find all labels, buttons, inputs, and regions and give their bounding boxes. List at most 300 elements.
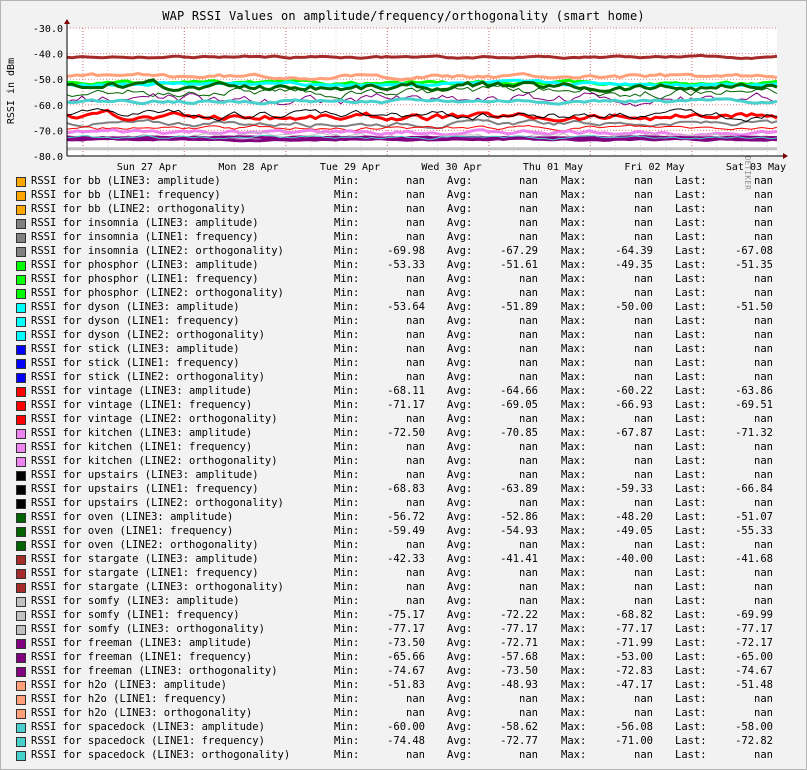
legend-stat-value: nan: [519, 175, 538, 187]
legend-stat-key: Max:: [561, 735, 587, 747]
legend-stat-value: -51.61: [500, 259, 538, 271]
legend-stat-value: nan: [634, 231, 653, 243]
legend-swatch: [16, 667, 26, 677]
legend-stat-key: Min:: [334, 371, 360, 383]
legend-stat-value: nan: [519, 539, 538, 551]
legend-stat-key: Last:: [675, 553, 707, 565]
legend-stat-value: -68.82: [615, 609, 653, 621]
legend-stat-key: Min:: [334, 399, 360, 411]
y-tick-label: -60.0: [32, 100, 63, 112]
legend-stat-key: Avg:: [447, 343, 473, 355]
legend-stat-key: Max:: [561, 679, 587, 691]
legend-stat-key: Avg:: [447, 315, 473, 327]
legend-stat-value: nan: [406, 329, 425, 341]
legend-stat-key: Last:: [675, 455, 707, 467]
legend-stat-value: -51.07: [735, 511, 773, 523]
legend-stat-value: nan: [634, 217, 653, 229]
legend-stat-value: nan: [634, 189, 653, 201]
legend-stat-value: -74.48: [387, 735, 425, 747]
legend-stat-value: -51.35: [735, 259, 773, 271]
legend-label: RSSI for stargate (LINE3: orthogonality): [31, 581, 284, 593]
legend-stat-key: Avg:: [447, 259, 473, 271]
legend-stat-key: Last:: [675, 623, 707, 635]
legend-stat-value: -50.00: [615, 301, 653, 313]
legend-stat-key: Avg:: [447, 553, 473, 565]
legend-label: RSSI for insomnia (LINE2: orthogonality): [31, 245, 284, 257]
legend-row: [0, 342, 807, 356]
legend-stat-value: nan: [634, 273, 653, 285]
chart-title: WAP RSSI Values on amplitude/frequency/orthogonality (smart home): [162, 9, 645, 23]
legend-label: RSSI for upstairs (LINE3: amplitude): [31, 469, 259, 481]
legend-stat-value: nan: [754, 749, 773, 761]
legend-stat-key: Last:: [675, 385, 707, 397]
legend-stat-key: Max:: [561, 217, 587, 229]
legend-stat-value: nan: [519, 441, 538, 453]
legend-stat-key: Avg:: [447, 287, 473, 299]
legend-stat-value: nan: [634, 469, 653, 481]
legend-stat-key: Max:: [561, 175, 587, 187]
legend-stat-key: Last:: [675, 651, 707, 663]
legend-swatch: [16, 373, 26, 383]
legend-stat-key: Avg:: [447, 679, 473, 691]
legend-row: [0, 272, 807, 286]
legend-swatch: [16, 681, 26, 691]
legend-swatch: [16, 233, 26, 243]
legend-stat-value: nan: [754, 273, 773, 285]
legend-stat-key: Last:: [675, 595, 707, 607]
legend-stat-key: Min:: [334, 735, 360, 747]
legend-stat-key: Last:: [675, 399, 707, 411]
legend-stat-key: Last:: [675, 315, 707, 327]
legend-stat-value: nan: [634, 567, 653, 579]
legend-row: [0, 216, 807, 230]
legend-stat-value: -77.17: [735, 623, 773, 635]
legend-stat-key: Max:: [561, 553, 587, 565]
x-tick-label: Thu 01 May: [522, 162, 584, 173]
legend-stat-value: -48.93: [500, 679, 538, 691]
y-tick-label: -30.0: [32, 24, 63, 35]
legend-stat-key: Max:: [561, 441, 587, 453]
legend-stat-value: -67.08: [735, 245, 773, 257]
legend-stat-key: Min:: [334, 539, 360, 551]
legend-stat-key: Max:: [561, 581, 587, 593]
legend-row: [0, 524, 807, 538]
legend-stat-key: Last:: [675, 287, 707, 299]
legend-stat-key: Avg:: [447, 497, 473, 509]
legend-row: [0, 496, 807, 510]
legend-stat-value: -52.86: [500, 511, 538, 523]
legend-row: [0, 622, 807, 636]
legend-stat-value: nan: [754, 371, 773, 383]
legend-stat-value: -65.00: [735, 651, 773, 663]
legend-label: RSSI for bb (LINE2: orthogonality): [31, 203, 246, 215]
legend-stat-value: -47.17: [615, 679, 653, 691]
legend-stat-value: nan: [754, 707, 773, 719]
legend-stat-value: -71.17: [387, 399, 425, 411]
legend-stat-key: Last:: [675, 735, 707, 747]
legend-stat-key: Last:: [675, 231, 707, 243]
legend-stat-key: Avg:: [447, 273, 473, 285]
legend-stat-key: Avg:: [447, 217, 473, 229]
legend-stat-value: -77.17: [387, 623, 425, 635]
legend-stat-key: Last:: [675, 497, 707, 509]
legend-stat-key: Min:: [334, 385, 360, 397]
legend-swatch: [16, 429, 26, 439]
legend-stat-key: Max:: [561, 525, 587, 537]
legend-stat-value: nan: [754, 595, 773, 607]
legend-stat-value: nan: [406, 469, 425, 481]
legend-stat-value: -72.83: [615, 665, 653, 677]
legend-stat-value: -77.17: [615, 623, 653, 635]
legend-stat-key: Min:: [334, 315, 360, 327]
legend-label: RSSI for bb (LINE3: amplitude): [31, 175, 221, 187]
legend-label: RSSI for oven (LINE3: amplitude): [31, 511, 234, 523]
legend-label: RSSI for h2o (LINE3: orthogonality): [31, 707, 253, 719]
legend-stat-key: Last:: [675, 539, 707, 551]
legend-row: [0, 664, 807, 678]
legend-row: [0, 468, 807, 482]
legend-stat-value: -71.99: [615, 637, 653, 649]
legend-row: [0, 678, 807, 692]
legend-stat-value: -59.49: [387, 525, 425, 537]
legend-stat-key: Last:: [675, 707, 707, 719]
legend-stat-value: nan: [406, 231, 425, 243]
legend-swatch: [16, 485, 26, 495]
legend-stat-value: -69.05: [500, 399, 538, 411]
legend-stat-value: -67.29: [500, 245, 538, 257]
legend-swatch: [16, 611, 26, 621]
legend-stat-key: Last:: [675, 301, 707, 313]
legend-row: [0, 566, 807, 580]
legend-row: [0, 174, 807, 188]
legend-stat-key: Min:: [334, 567, 360, 579]
legend-stat-key: Avg:: [447, 651, 473, 663]
legend-stat-value: nan: [754, 189, 773, 201]
legend-stat-value: -51.48: [735, 679, 773, 691]
legend-stat-value: nan: [519, 567, 538, 579]
legend-stat-value: nan: [406, 203, 425, 215]
legend-stat-key: Max:: [561, 539, 587, 551]
legend-stat-key: Avg:: [447, 693, 473, 705]
legend-label: RSSI for vintage (LINE3: amplitude): [31, 385, 253, 397]
legend-stat-key: Max:: [561, 273, 587, 285]
legend-stat-value: nan: [519, 749, 538, 761]
legend-label: RSSI for upstairs (LINE2: orthogonality): [31, 497, 284, 509]
legend-stat-key: Avg:: [447, 329, 473, 341]
legend-label: RSSI for dyson (LINE2: orthogonality): [31, 329, 265, 341]
legend-stat-key: Max:: [561, 721, 587, 733]
legend-stat-value: nan: [634, 413, 653, 425]
legend-stat-key: Min:: [334, 721, 360, 733]
legend-swatch: [16, 387, 26, 397]
legend-stat-value: nan: [406, 175, 425, 187]
legend-stat-value: nan: [519, 581, 538, 593]
legend-label: RSSI for somfy (LINE3: orthogonality): [31, 623, 265, 635]
legend-stat-key: Avg:: [447, 567, 473, 579]
legend-stat-value: nan: [406, 357, 425, 369]
legend-stat-key: Max:: [561, 567, 587, 579]
legend-stat-value: -58.62: [500, 721, 538, 733]
legend-row: [0, 580, 807, 594]
legend-row: [0, 720, 807, 734]
legend-stat-value: -40.00: [615, 553, 653, 565]
legend-label: RSSI for insomnia (LINE1: frequency): [31, 231, 259, 243]
legend-stat-key: Min:: [334, 693, 360, 705]
legend-stat-key: Last:: [675, 665, 707, 677]
legend-stat-key: Max:: [561, 469, 587, 481]
legend-stat-key: Min:: [334, 231, 360, 243]
x-tick-label: Tue 29 Apr: [319, 162, 381, 173]
legend-stat-value: nan: [406, 455, 425, 467]
legend-label: RSSI for oven (LINE2: orthogonality): [31, 539, 259, 551]
legend-row: [0, 426, 807, 440]
legend-stat-key: Last:: [675, 693, 707, 705]
y-tick-label: -40.0: [32, 49, 63, 61]
legend-stat-value: nan: [754, 217, 773, 229]
legend-stat-key: Min:: [334, 511, 360, 523]
legend-stat-value: nan: [519, 343, 538, 355]
legend-stat-key: Last:: [675, 721, 707, 733]
legend-label: RSSI for phosphor (LINE1: frequency): [31, 273, 259, 285]
legend-swatch: [16, 569, 26, 579]
legend-stat-key: Max:: [561, 455, 587, 467]
legend-stat-value: -71.00: [615, 735, 653, 747]
legend-stat-value: -71.32: [735, 427, 773, 439]
legend-label: RSSI for freeman (LINE3: orthogonality): [31, 665, 278, 677]
legend-label: RSSI for oven (LINE1: frequency): [31, 525, 234, 537]
legend-stat-value: nan: [754, 455, 773, 467]
legend-stat-key: Last:: [675, 329, 707, 341]
legend-stat-value: nan: [754, 567, 773, 579]
legend-stat-value: nan: [406, 749, 425, 761]
legend-stat-key: Avg:: [447, 735, 473, 747]
legend-stat-value: -48.20: [615, 511, 653, 523]
legend-stat-value: nan: [519, 329, 538, 341]
legend-stat-key: Last:: [675, 525, 707, 537]
legend-stat-value: nan: [519, 315, 538, 327]
legend-stat-key: Last:: [675, 413, 707, 425]
legend-stat-key: Avg:: [447, 455, 473, 467]
legend-stat-key: Avg:: [447, 245, 473, 257]
legend-stat-value: nan: [406, 413, 425, 425]
legend-label: RSSI for spacedock (LINE1: frequency): [31, 735, 265, 747]
legend-stat-value: -60.22: [615, 385, 653, 397]
legend-swatch: [16, 177, 26, 187]
legend-stat-key: Last:: [675, 343, 707, 355]
legend-stat-value: -42.33: [387, 553, 425, 565]
legend-stat-value: nan: [406, 189, 425, 201]
legend-stat-value: nan: [634, 357, 653, 369]
legend-stat-value: -72.77: [500, 735, 538, 747]
legend-stat-value: nan: [519, 287, 538, 299]
legend-stat-value: nan: [406, 693, 425, 705]
legend-stat-key: Min:: [334, 525, 360, 537]
legend-stat-key: Max:: [561, 427, 587, 439]
legend-stat-key: Min:: [334, 329, 360, 341]
legend-swatch: [16, 247, 26, 257]
legend-stat-key: Min:: [334, 203, 360, 215]
legend-swatch: [16, 191, 26, 201]
legend-stat-key: Min:: [334, 175, 360, 187]
legend-row: [0, 412, 807, 426]
legend-stat-key: Max:: [561, 301, 587, 313]
legend-stat-value: nan: [406, 539, 425, 551]
legend-stat-value: nan: [634, 287, 653, 299]
legend-stat-key: Min:: [334, 427, 360, 439]
legend-stat-key: Max:: [561, 231, 587, 243]
legend-stat-key: Max:: [561, 343, 587, 355]
legend-stat-value: -54.93: [500, 525, 538, 537]
legend-stat-value: nan: [406, 567, 425, 579]
legend-stat-key: Last:: [675, 637, 707, 649]
legend-stat-value: -58.00: [735, 721, 773, 733]
legend-stat-value: -72.82: [735, 735, 773, 747]
legend-stat-value: -49.35: [615, 259, 653, 271]
legend-stat-value: nan: [406, 217, 425, 229]
legend-stat-value: -56.72: [387, 511, 425, 523]
legend-stat-value: -75.17: [387, 609, 425, 621]
legend-stat-key: Last:: [675, 371, 707, 383]
legend-stat-key: Min:: [334, 441, 360, 453]
legend-stat-value: -41.68: [735, 553, 773, 565]
legend-row: [0, 594, 807, 608]
x-tick-label: Fri 02 May: [624, 162, 685, 173]
y-axis-arrow: [64, 19, 70, 24]
legend-stat-key: Avg:: [447, 707, 473, 719]
chart-plot: [0, 0, 807, 174]
x-tick-label: Sat 03 May: [725, 162, 787, 173]
legend-stat-value: nan: [754, 357, 773, 369]
legend-stat-key: Max:: [561, 329, 587, 341]
legend-swatch: [16, 275, 26, 285]
legend-stat-value: nan: [406, 441, 425, 453]
legend-stat-value: nan: [519, 413, 538, 425]
legend-stat-value: -69.99: [735, 609, 773, 621]
legend-stat-value: nan: [634, 581, 653, 593]
legend-stat-key: Min:: [334, 651, 360, 663]
legend-stat-value: -51.50: [735, 301, 773, 313]
legend-stat-value: nan: [754, 413, 773, 425]
legend-stat-key: Max:: [561, 511, 587, 523]
legend-stat-value: nan: [519, 231, 538, 243]
legend-row: [0, 552, 807, 566]
legend-swatch: [16, 415, 26, 425]
legend-row: [0, 636, 807, 650]
legend-stat-key: Last:: [675, 245, 707, 257]
legend-stat-key: Min:: [334, 469, 360, 481]
legend-stat-value: nan: [754, 329, 773, 341]
legend-stat-value: nan: [634, 329, 653, 341]
legend-stat-value: -74.67: [387, 665, 425, 677]
legend-stat-key: Last:: [675, 357, 707, 369]
legend-stat-key: Last:: [675, 203, 707, 215]
legend-swatch: [16, 737, 26, 747]
legend-stat-value: -53.00: [615, 651, 653, 663]
legend-row: [0, 356, 807, 370]
legend-stat-key: Avg:: [447, 189, 473, 201]
legend-stat-key: Avg:: [447, 231, 473, 243]
legend-row: [0, 608, 807, 622]
legend-stat-value: nan: [754, 441, 773, 453]
legend-label: RSSI for stick (LINE3: amplitude): [31, 343, 240, 355]
legend-stat-key: Min:: [334, 637, 360, 649]
legend-stat-value: -66.84: [735, 483, 773, 495]
legend-stat-value: nan: [406, 581, 425, 593]
legend-stat-value: -55.33: [735, 525, 773, 537]
legend-stat-value: -69.98: [387, 245, 425, 257]
legend-stat-value: nan: [754, 343, 773, 355]
legend-label: RSSI for stargate (LINE1: frequency): [31, 567, 259, 579]
legend-label: RSSI for stick (LINE1: frequency): [31, 357, 240, 369]
legend-stat-key: Max:: [561, 357, 587, 369]
legend-stat-key: Last:: [675, 679, 707, 691]
legend-stat-value: nan: [634, 441, 653, 453]
legend-row: [0, 370, 807, 384]
legend-row: [0, 188, 807, 202]
legend-stat-key: Last:: [675, 567, 707, 579]
legend-swatch: [16, 219, 26, 229]
legend-stat-value: nan: [634, 203, 653, 215]
legend-stat-value: nan: [519, 707, 538, 719]
legend-stat-value: -68.83: [387, 483, 425, 495]
legend-row: [0, 538, 807, 552]
legend-stat-value: nan: [754, 175, 773, 187]
legend-stat-value: -49.05: [615, 525, 653, 537]
y-tick-label: -50.0: [32, 75, 63, 87]
legend-stat-value: nan: [406, 707, 425, 719]
legend-swatch: [16, 205, 26, 215]
legend-row: [0, 650, 807, 664]
legend-row: [0, 230, 807, 244]
legend-stat-value: nan: [406, 315, 425, 327]
legend-stat-key: Avg:: [447, 511, 473, 523]
legend-stat-value: nan: [754, 497, 773, 509]
legend-label: RSSI for stick (LINE2: orthogonality): [31, 371, 265, 383]
legend-stat-value: -64.39: [615, 245, 653, 257]
legend-row: [0, 748, 807, 762]
x-axis-arrow: [783, 153, 788, 159]
legend-label: RSSI for somfy (LINE1: frequency): [31, 609, 240, 621]
legend-label: RSSI for dyson (LINE1: frequency): [31, 315, 240, 327]
legend-label: RSSI for vintage (LINE2: orthogonality): [31, 413, 278, 425]
legend-row: [0, 244, 807, 258]
legend-swatch: [16, 583, 26, 593]
legend-stat-key: Avg:: [447, 483, 473, 495]
legend-stat-key: Avg:: [447, 399, 473, 411]
legend-stat-value: nan: [406, 595, 425, 607]
legend-stat-value: -72.71: [500, 637, 538, 649]
legend-stat-key: Avg:: [447, 301, 473, 313]
legend-stat-key: Max:: [561, 315, 587, 327]
legend-stat-value: nan: [634, 175, 653, 187]
legend-stat-key: Avg:: [447, 609, 473, 621]
legend-stat-key: Min:: [334, 553, 360, 565]
legend-stat-key: Max:: [561, 371, 587, 383]
legend-stat-value: -77.17: [500, 623, 538, 635]
legend-stat-key: Min:: [334, 287, 360, 299]
legend-row: [0, 440, 807, 454]
legend-stat-key: Min:: [334, 707, 360, 719]
legend-stat-key: Min:: [334, 497, 360, 509]
legend-stat-key: Min:: [334, 273, 360, 285]
legend-label: RSSI for bb (LINE1: frequency): [31, 189, 221, 201]
legend-stat-key: Last:: [675, 483, 707, 495]
legend-stat-value: nan: [634, 595, 653, 607]
legend-stat-key: Last:: [675, 511, 707, 523]
legend-stat-value: nan: [406, 497, 425, 509]
legend-row: [0, 482, 807, 496]
x-tick-label: Mon 28 Apr: [218, 162, 279, 173]
